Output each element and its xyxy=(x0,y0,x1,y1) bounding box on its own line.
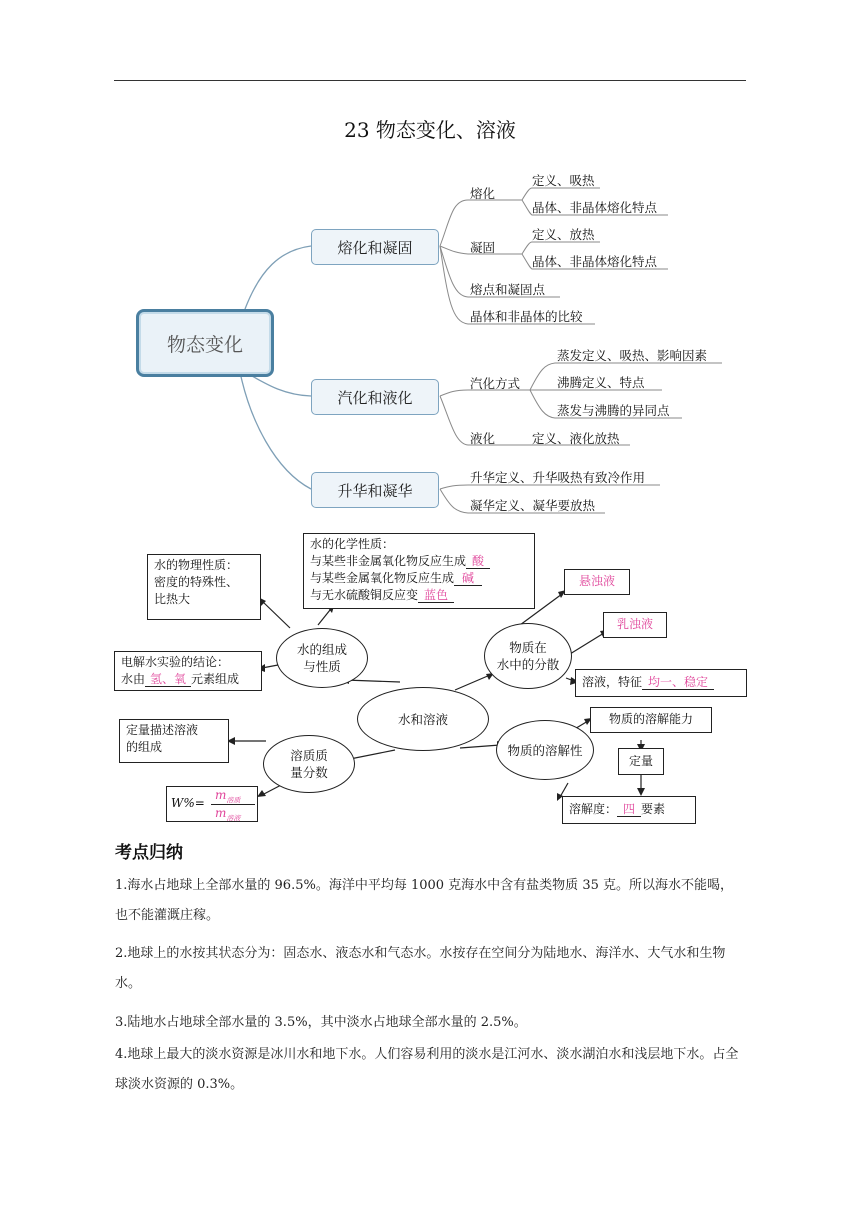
leaf-crystal-compare: 晶体和非晶体的比较 xyxy=(470,309,583,324)
answer-acid: 酸 xyxy=(466,554,490,569)
box-mass-formula xyxy=(166,786,258,822)
leaf-solidifying-1: 定义、放热 xyxy=(532,227,595,242)
chemical-line-2 xyxy=(310,570,528,587)
node-dispersion: 物质在 水中的分散 xyxy=(484,623,572,689)
leaf-melting-1: 定义、吸热 xyxy=(532,173,595,188)
solubility-pre: 溶解度： xyxy=(569,802,618,816)
branch-sublimation: 升华和凝华 xyxy=(311,472,439,508)
solution-pre: 溶液，特征 xyxy=(582,675,643,689)
formula-den-sub: 溶液 xyxy=(226,814,241,823)
box-solution-feature xyxy=(575,669,747,697)
answer-h-o: 氢、氧 xyxy=(145,672,191,687)
leaf-boiling: 沸腾定义、特点 xyxy=(557,375,645,390)
paragraph-3: 3.陆地水占地球全部水量的 3.5%，其中淡水占地球全部水量的 2.5%。 xyxy=(115,1015,527,1030)
physical-line-1: 水的物理性质： xyxy=(154,558,239,572)
box-suspension: 悬浊液 xyxy=(564,569,630,595)
paragraph-1: 1.海水占地球上全部水量的 96.5%。海洋中平均每 1000 克海水中含有盐类物质 35 克。所以海水不能喝，也不能灌溉庄稼。 xyxy=(115,878,733,923)
node-solubility: 物质的溶解性 xyxy=(496,720,594,780)
box-chemical-properties xyxy=(303,533,535,609)
node-vaporization-ways: 汽化方式 xyxy=(470,376,521,391)
electrolysis-title: 电解水实验的结论： xyxy=(121,655,230,669)
leaf-evap-boil-compare: 蒸发与沸腾的异同点 xyxy=(557,403,670,418)
formula-lhs: W%= xyxy=(171,796,205,810)
formula-den: m xyxy=(215,806,227,820)
leaf-solidifying-2: 晶体、非晶体熔化特点 xyxy=(532,254,658,269)
leaf-liquefaction: 定义、液化放热 xyxy=(532,431,620,446)
node-solidifying: 凝固 xyxy=(470,240,496,255)
electrolysis-pre: 水由 xyxy=(121,672,146,686)
chemical-line-3-text: 与无水硫酸铜反应变 xyxy=(310,588,419,602)
box-electrolysis xyxy=(114,651,262,691)
leaf-evaporation: 蒸发定义、吸热、影响因素 xyxy=(557,348,708,363)
node-water-composition: 水的组成 与性质 xyxy=(276,628,368,688)
paragraph-2: 2.地球上的水按其状态分为：固态水、液态水和气态水。水按存在空间分为陆地水、海洋水、大气水和生物水。 xyxy=(115,946,726,991)
box-dissolving-ability: 物质的溶解能力 xyxy=(590,707,712,733)
box-quantitative-description: 定量描述溶液 的组成 xyxy=(119,719,229,763)
solubility-post: 要素 xyxy=(641,802,666,816)
chemical-line-3 xyxy=(310,587,528,604)
electrolysis-post: 元素组成 xyxy=(191,672,240,686)
node-melting: 熔化 xyxy=(470,186,496,201)
paragraph-4: 4.地球上最大的淡水资源是冰川水和地下水。人们容易利用的淡水是江河水、淡水湖泊水和浅层地下水。占全球淡水资源的 0.3%。 xyxy=(115,1047,739,1092)
formula-num: m xyxy=(215,788,227,802)
leaf-melting-2: 晶体、非晶体熔化特点 xyxy=(532,200,658,215)
branch-melting-solidifying: 熔化和凝固 xyxy=(311,229,439,265)
physical-line-3: 比热大 xyxy=(154,592,191,606)
physical-line-2: 密度的特殊性、 xyxy=(154,575,239,589)
box-physical-properties xyxy=(147,554,261,620)
formula-num-sub: 溶质 xyxy=(226,796,241,805)
box-quantitative: 定量 xyxy=(618,748,664,775)
answer-uniform-stable: 均一、稳定 xyxy=(642,675,714,690)
answer-four: 四 xyxy=(617,802,641,817)
chemical-line-1-text: 与某些非金属氧化物反应生成 xyxy=(310,554,467,568)
leaf-desublimation: 凝华定义、凝华要放热 xyxy=(470,498,596,513)
branch-vaporization-liquefaction: 汽化和液化 xyxy=(311,379,439,415)
chemical-line-2-text: 与某些金属氧化物反应生成 xyxy=(310,571,455,585)
page-title: 23 物态变化、溶液 xyxy=(344,118,516,142)
box-solubility-degree xyxy=(562,796,696,824)
leaf-melting-points: 熔点和凝固点 xyxy=(470,282,546,297)
electrolysis-line xyxy=(121,671,255,688)
answer-blue: 蓝色 xyxy=(418,588,454,603)
mindmap-root: 物态变化 xyxy=(136,309,274,377)
answer-base: 碱 xyxy=(454,571,482,586)
section-heading: 考点归纳 xyxy=(115,843,183,863)
chemical-line-1 xyxy=(310,553,528,570)
leaf-sublimation: 升华定义、升华吸热有致冷作用 xyxy=(470,470,646,485)
box-emulsion: 乳浊液 xyxy=(603,612,667,638)
center-water-solution: 水和溶液 xyxy=(357,687,489,751)
node-mass-fraction: 溶质质 量分数 xyxy=(263,735,355,793)
formula-denominator xyxy=(215,805,240,827)
chemical-title: 水的化学性质： xyxy=(310,537,395,551)
node-liquefaction: 液化 xyxy=(470,431,496,446)
